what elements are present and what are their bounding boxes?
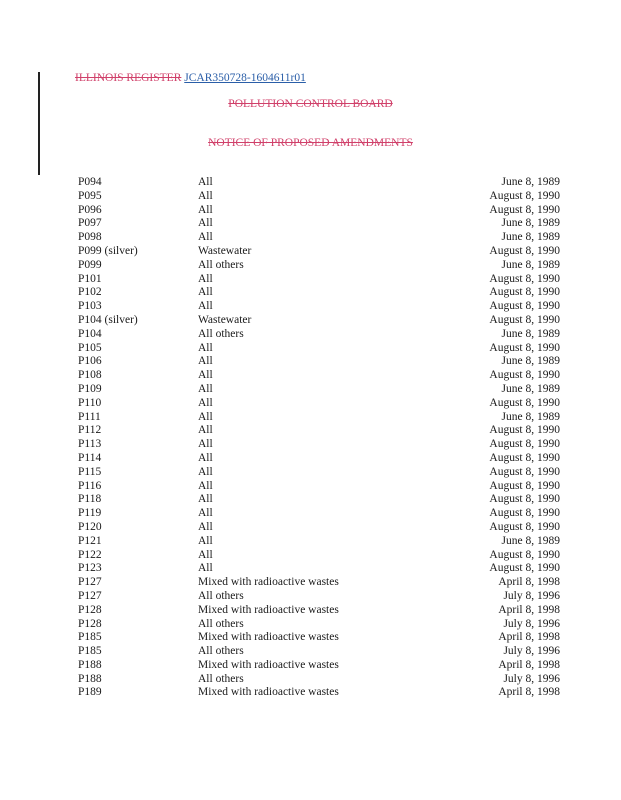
- table-row: [0, 535, 621, 549]
- effective-date: June 8, 1989: [501, 176, 560, 188]
- revision-change-bar: [38, 72, 40, 175]
- waste-code: P128: [78, 603, 102, 616]
- effective-date: August 8, 1990: [489, 465, 560, 478]
- waste-description: Wastewater: [198, 244, 252, 257]
- waste-description: All: [198, 217, 213, 230]
- waste-code: P116: [78, 479, 102, 492]
- effective-date: August 8, 1990: [489, 424, 560, 437]
- waste-description: All: [198, 369, 213, 382]
- waste-code: P185: [78, 631, 102, 644]
- waste-description: Mixed with radioactive wastes: [198, 658, 339, 671]
- waste-description: Mixed with radioactive wastes: [198, 603, 339, 616]
- effective-date: June 8, 1989: [501, 382, 560, 395]
- waste-description: All others: [198, 617, 244, 630]
- waste-description: All: [198, 520, 213, 533]
- table-row: [0, 273, 621, 287]
- table-row: [0, 438, 621, 452]
- waste-code: P115: [78, 465, 102, 478]
- table-row: [0, 342, 621, 356]
- table-row: [0, 217, 621, 231]
- waste-code: P119: [78, 507, 102, 520]
- waste-code: P104 (silver): [78, 313, 138, 326]
- table-row: [0, 355, 621, 369]
- effective-date: August 8, 1990: [489, 203, 560, 216]
- waste-code: P111: [78, 410, 101, 423]
- waste-code-table: [0, 176, 621, 700]
- effective-date: August 8, 1990: [489, 479, 560, 492]
- waste-code: P108: [78, 369, 102, 382]
- effective-date: April 8, 1998: [498, 686, 560, 699]
- table-row: [0, 521, 621, 535]
- waste-description: All: [198, 493, 213, 506]
- table-row: [0, 328, 621, 342]
- table-row: [0, 631, 621, 645]
- effective-date: April 8, 1998: [498, 576, 560, 589]
- table-row: [0, 204, 621, 218]
- waste-description: Mixed with radioactive wastes: [198, 686, 339, 699]
- table-row: [0, 604, 621, 618]
- waste-code: P097: [78, 217, 102, 230]
- table-row: [0, 176, 621, 190]
- waste-code: P120: [78, 520, 102, 533]
- waste-description: All: [198, 355, 213, 368]
- waste-code: P094: [78, 176, 102, 188]
- waste-code: P185: [78, 645, 102, 658]
- waste-description: All others: [198, 327, 244, 340]
- waste-code: P189: [78, 686, 102, 699]
- waste-description: All: [198, 341, 213, 354]
- waste-code: P101: [78, 272, 102, 285]
- waste-code: P128: [78, 617, 102, 630]
- effective-date: August 8, 1990: [489, 189, 560, 202]
- table-row: [0, 383, 621, 397]
- waste-code: P122: [78, 548, 102, 561]
- effective-date: June 8, 1989: [501, 327, 560, 340]
- waste-code: P095: [78, 189, 102, 202]
- table-row: [0, 493, 621, 507]
- register-header: [75, 72, 306, 84]
- effective-date: July 8, 1996: [503, 589, 560, 602]
- effective-date: June 8, 1989: [501, 231, 560, 244]
- table-row: [0, 245, 621, 259]
- waste-description: All: [198, 438, 213, 451]
- table-row: [0, 576, 621, 590]
- waste-description: All others: [198, 672, 244, 685]
- waste-code: P096: [78, 203, 102, 216]
- table-row: [0, 590, 621, 604]
- table-row: [0, 549, 621, 563]
- table-row: [0, 190, 621, 204]
- table-row: [0, 659, 621, 673]
- table-row: [0, 686, 621, 700]
- table-row: [0, 314, 621, 328]
- waste-description: All others: [198, 589, 244, 602]
- waste-code: P121: [78, 534, 102, 547]
- table-row: [0, 466, 621, 480]
- waste-description: All: [198, 562, 213, 575]
- waste-description: All: [198, 231, 213, 244]
- waste-description: Mixed with radioactive wastes: [198, 631, 339, 644]
- waste-description: All: [198, 507, 213, 520]
- effective-date: August 8, 1990: [489, 562, 560, 575]
- board-name: POLLUTION CONTROL BOARD: [228, 98, 393, 110]
- table-row: [0, 411, 621, 425]
- waste-description: All: [198, 203, 213, 216]
- effective-date: August 8, 1990: [489, 313, 560, 326]
- table-row: [0, 259, 621, 273]
- waste-description: All: [198, 465, 213, 478]
- effective-date: August 8, 1990: [489, 493, 560, 506]
- notice-title: NOTICE OF PROPOSED AMENDMENTS: [208, 137, 413, 149]
- effective-date: August 8, 1990: [489, 451, 560, 464]
- waste-description: Mixed with radioactive wastes: [198, 576, 339, 589]
- effective-date: August 8, 1990: [489, 520, 560, 533]
- table-row: [0, 300, 621, 314]
- waste-code: P188: [78, 658, 102, 671]
- table-row: [0, 480, 621, 494]
- waste-code: P106: [78, 355, 102, 368]
- waste-code: P112: [78, 424, 102, 437]
- effective-date: June 8, 1989: [501, 217, 560, 230]
- effective-date: August 8, 1990: [489, 341, 560, 354]
- waste-description: Wastewater: [198, 313, 252, 326]
- effective-date: June 8, 1989: [501, 258, 560, 271]
- waste-description: All: [198, 396, 213, 409]
- waste-description: All: [198, 451, 213, 464]
- waste-description: All others: [198, 645, 244, 658]
- waste-description: All: [198, 479, 213, 492]
- table-row: [0, 507, 621, 521]
- waste-description: All: [198, 286, 213, 299]
- effective-date: August 8, 1990: [489, 548, 560, 561]
- effective-date: June 8, 1989: [501, 355, 560, 368]
- waste-code: P099 (silver): [78, 244, 138, 257]
- table-row: [0, 397, 621, 411]
- waste-description: All: [198, 548, 213, 561]
- waste-code: P118: [78, 493, 102, 506]
- effective-date: August 8, 1990: [489, 438, 560, 451]
- waste-code: P127: [78, 589, 102, 602]
- table-row: [0, 231, 621, 245]
- effective-date: June 8, 1989: [501, 534, 560, 547]
- waste-description: All others: [198, 258, 244, 271]
- waste-code: P109: [78, 382, 102, 395]
- waste-description: All: [198, 534, 213, 547]
- effective-date: August 8, 1990: [489, 369, 560, 382]
- table-row: [0, 618, 621, 632]
- effective-date: April 8, 1998: [498, 658, 560, 671]
- effective-date: August 8, 1990: [489, 286, 560, 299]
- effective-date: August 8, 1990: [489, 300, 560, 313]
- waste-description: All: [198, 272, 213, 285]
- jcar-code-inserted: JCAR350728-1604611r01: [184, 72, 306, 84]
- waste-description: All: [198, 300, 213, 313]
- table-row: [0, 424, 621, 438]
- effective-date: April 8, 1998: [498, 603, 560, 616]
- waste-description: All: [198, 382, 213, 395]
- waste-description: All: [198, 410, 213, 423]
- table-row: [0, 452, 621, 466]
- waste-description: All: [198, 176, 213, 188]
- effective-date: August 8, 1990: [489, 244, 560, 257]
- waste-code: P188: [78, 672, 102, 685]
- waste-code: P114: [78, 451, 102, 464]
- register-title-struck: ILLINOIS REGISTER: [75, 72, 182, 84]
- waste-code: P113: [78, 438, 102, 451]
- table-row: [0, 562, 621, 576]
- waste-description: All: [198, 424, 213, 437]
- effective-date: July 8, 1996: [503, 617, 560, 630]
- waste-description: All: [198, 189, 213, 202]
- table-row: [0, 286, 621, 300]
- waste-code: P099: [78, 258, 102, 271]
- effective-date: June 8, 1989: [501, 410, 560, 423]
- effective-date: July 8, 1996: [503, 672, 560, 685]
- effective-date: August 8, 1990: [489, 272, 560, 285]
- waste-code: P110: [78, 396, 102, 409]
- waste-code: P104: [78, 327, 102, 340]
- waste-code: P105: [78, 341, 102, 354]
- effective-date: July 8, 1996: [503, 645, 560, 658]
- waste-code: P127: [78, 576, 102, 589]
- effective-date: April 8, 1998: [498, 631, 560, 644]
- table-row: [0, 645, 621, 659]
- effective-date: August 8, 1990: [489, 396, 560, 409]
- waste-code: P098: [78, 231, 102, 244]
- table-row: [0, 369, 621, 383]
- waste-code: P123: [78, 562, 102, 575]
- effective-date: August 8, 1990: [489, 507, 560, 520]
- waste-code: P102: [78, 286, 102, 299]
- table-row: [0, 673, 621, 687]
- waste-code: P103: [78, 300, 102, 313]
